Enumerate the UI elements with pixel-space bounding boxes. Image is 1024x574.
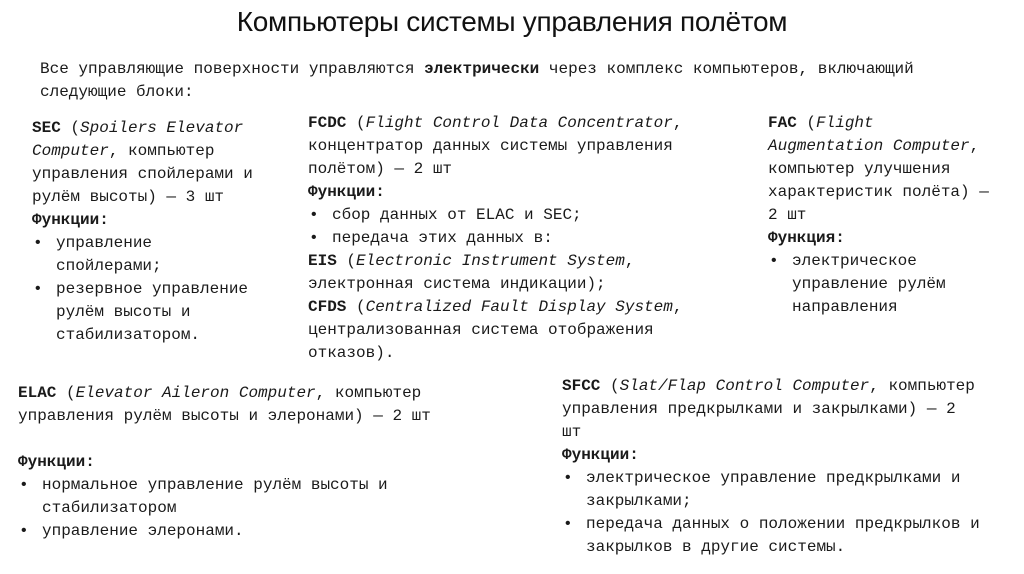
fcdc-abbr: FCDC	[308, 114, 347, 132]
elac-full-name: Elevator Aileron Computer	[75, 384, 316, 402]
sfcc-functions-list	[562, 467, 982, 559]
elac-open-paren: (	[56, 384, 76, 402]
sec-open-paren: (	[60, 119, 81, 137]
eis-desc: , электронная система индикации);	[308, 252, 635, 293]
intro-text-before: Все управляющие поверхности управляются	[40, 60, 425, 78]
fac-function-item: • электрическое управление рулём направления	[768, 250, 998, 319]
fac-open-paren: (	[796, 114, 817, 132]
sfcc-desc: , компьютер управления предкрылками и закрылками) — 2 шт	[562, 377, 975, 441]
sfcc-functions-label: Функции:	[562, 446, 639, 464]
sfcc-block	[562, 375, 982, 559]
sfcc-function-item: • передача данных о положении предкрылков и закрылков в другие системы.	[562, 513, 982, 559]
fcdc-function-item: • сбор данных от ELAC и SEC;	[308, 204, 708, 227]
sec-function-item: • резервное управление рулём высоты и стабилизатором.	[32, 278, 264, 347]
cfds-open-paren: (	[346, 298, 366, 316]
elac-desc: , компьютер управления рулём высоты и элеронами) — 2 шт	[18, 384, 431, 425]
sec-functions-list	[32, 232, 264, 347]
fac-full-name: Flight Augmentation Computer	[768, 114, 970, 155]
fac-functions-list	[768, 250, 998, 319]
fcdc-open-paren: (	[346, 114, 366, 132]
eis-full-name: Electronic Instrument System	[356, 252, 625, 270]
elac-functions-label: Функции:	[18, 453, 95, 471]
sec-desc: , компьютер управления спойлерами и рулём высоты) — 3 шт	[32, 142, 253, 206]
elac-function-item: • нормальное управление рулём высоты и стабилизатором	[18, 474, 454, 520]
cfds-desc: , централизованная система отображения отказов).	[308, 298, 683, 362]
intro-text-after: через комплекс компьютеров, включающий следующие блоки:	[40, 60, 914, 101]
fac-abbr: FAC	[768, 114, 797, 132]
fcdc-desc: , концентратор данных системы управления полётом) — 2 шт	[308, 114, 683, 178]
sfcc-function-item: • электрическое управление предкрылками и закрылками;	[562, 467, 982, 513]
sfcc-open-paren: (	[600, 377, 620, 395]
cfds-abbr: CFDS	[308, 298, 347, 316]
fcdc-cfds	[308, 296, 708, 365]
elac-abbr: ELAC	[18, 384, 57, 402]
elac-function-item: • управление элеронами.	[18, 520, 454, 543]
sec-abbr: SEC	[32, 119, 61, 137]
sfcc-abbr: SFCC	[562, 377, 601, 395]
fcdc-block	[308, 112, 708, 365]
intro-emphasis: электрически	[424, 60, 540, 78]
fcdc-functions-label: Функции:	[308, 183, 385, 201]
fcdc-eis	[308, 250, 708, 296]
fac-block	[768, 112, 998, 319]
sfcc-full-name: Slat/Flap Control Computer	[619, 377, 870, 395]
spacer	[18, 428, 454, 451]
fcdc-functions-list	[308, 204, 708, 250]
eis-abbr: EIS	[308, 252, 337, 270]
intro-paragraph	[40, 58, 1000, 104]
cfds-full-name: Centralized Fault Display System	[365, 298, 673, 316]
sec-block	[32, 117, 264, 347]
elac-block	[18, 382, 454, 543]
sec-functions-label: Функции:	[32, 211, 109, 229]
eis-open-paren: (	[336, 252, 357, 270]
fac-functions-label: Функция:	[768, 229, 845, 247]
fcdc-full-name: Flight Control Data Concentrator	[365, 114, 673, 132]
fcdc-description	[308, 112, 708, 181]
fac-description	[768, 112, 998, 227]
page-title: Компьютеры системы управления полётом	[236, 6, 788, 37]
fac-desc: , компьютер улучшения характеристик полёта) — 2 шт	[768, 137, 989, 224]
sec-full-name: Spoilers Elevator Computer	[32, 119, 244, 160]
fcdc-function-item: • передача этих данных в:	[308, 227, 708, 250]
elac-description	[18, 382, 454, 428]
sec-function-item: • управление спойлерами;	[32, 232, 264, 278]
sec-description	[32, 117, 264, 209]
sfcc-description	[562, 375, 982, 444]
elac-functions-list	[18, 474, 454, 543]
